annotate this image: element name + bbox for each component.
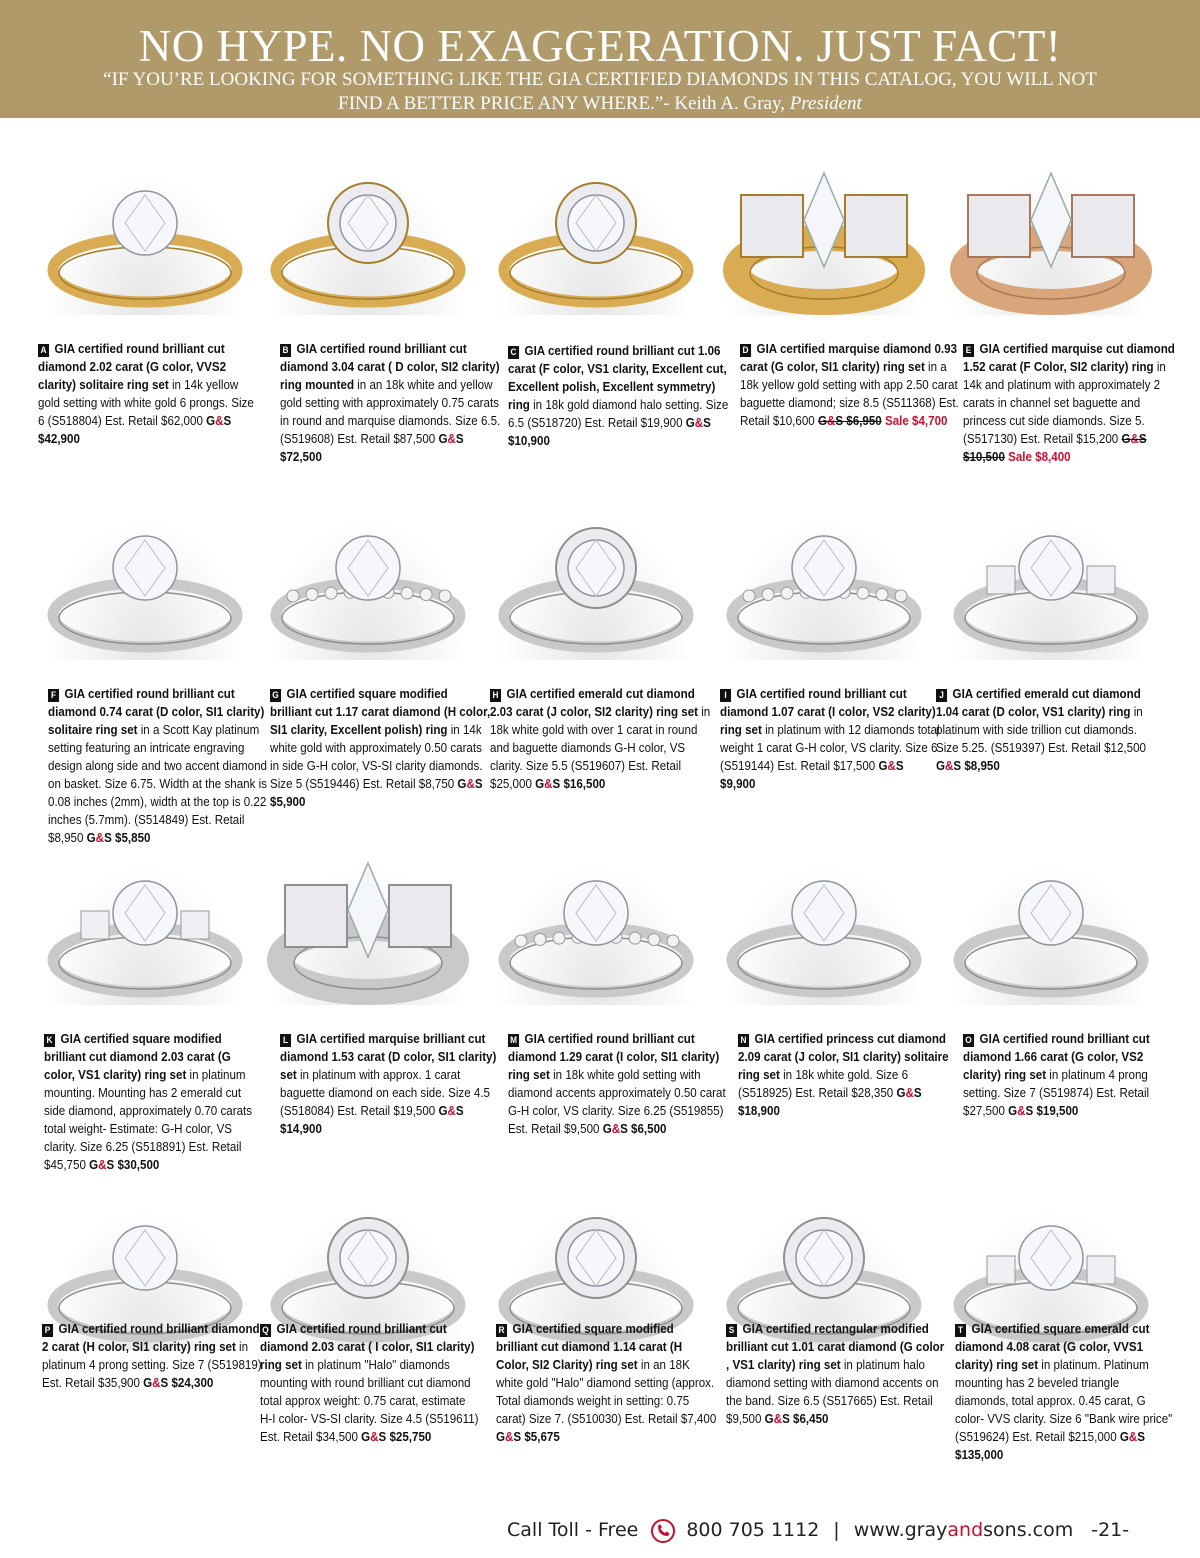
gs-price: $25,750: [386, 1430, 432, 1444]
gs-s: S: [455, 1104, 464, 1118]
ring-image: [263, 855, 473, 1005]
item-details: in platinum with side trillion cut diamonds. Size 5.25. (S519397) Est. Retail $12,500: [936, 705, 1146, 755]
accent-stone: [762, 588, 774, 600]
ring-image: [719, 510, 929, 660]
ring-illustration: [946, 165, 1156, 315]
gs-s: S: [835, 414, 844, 428]
ring-image: [263, 510, 473, 660]
item-details: in platinum 4 prong setting. Size 7 (S519874) Est. Retail $27,500: [963, 1068, 1150, 1118]
marquise-diamond: [1031, 173, 1071, 267]
gs-g: G: [685, 416, 695, 430]
ring-image: [946, 165, 1156, 315]
gs-price: $19,500: [1033, 1104, 1079, 1118]
ring-image: [491, 165, 701, 315]
gs-s: S: [552, 777, 561, 791]
gs-g: G: [602, 1122, 612, 1136]
item-title: GIA certified round brilliant cut diamond 1.29 carat (I color, SI1 clarity) ring set: [508, 1032, 720, 1082]
gs-amp: &: [694, 416, 704, 430]
accent-stone: [876, 588, 888, 600]
center-diamond: [1019, 881, 1083, 945]
item-details: in 14k white gold with approximately 0.50 carats in side G-H color, VS-SI clarity diamonds. Size 5 (S519446) Est. Retail $8,750: [270, 723, 483, 791]
item-title: GIA certified round brilliant cut diamond 1.66 carat (G color, VS2 clarity) ring set: [963, 1032, 1150, 1082]
gs-label: [1120, 1430, 1145, 1444]
gs-s: S: [513, 1430, 522, 1444]
item-letter-badge: S: [726, 1324, 737, 1337]
gs-price: $16,500: [560, 777, 606, 791]
gs-amp: &: [1017, 1104, 1026, 1118]
gs-s: S: [455, 432, 464, 446]
gs-s: S: [474, 777, 483, 791]
gs-amp: &: [466, 777, 475, 791]
gs-g: G: [764, 1412, 774, 1426]
baguette-panel: [845, 195, 907, 257]
gs-g: G: [1008, 1104, 1018, 1118]
gs-label: [89, 1158, 114, 1172]
gs-amp: &: [447, 432, 456, 446]
accent-stone: [515, 935, 527, 947]
quote-line-2: [30, 92, 1170, 116]
item-details: in an 18K white gold "Halo" diamond setting (approx. Total diamonds weight in setting: 0.75 carat) Size 7. (S510030) Est. Retail $7,400: [496, 1358, 717, 1426]
ring-illustration: [263, 510, 473, 660]
gs-g: G: [1121, 432, 1131, 446]
gs-g: G: [535, 777, 545, 791]
original-gs-price: $10,500: [963, 450, 1005, 464]
ring-image: [491, 510, 701, 660]
gs-price: $8,950: [961, 759, 1000, 773]
item-details: in 14k yellow gold setting with white gold 6 prongs. Size 6 (S518804) Est. Retail $62,000: [38, 378, 254, 428]
gs-label: [818, 414, 843, 428]
item-title: GIA certified round brilliant cut diamond 0.74 carat (D color, SI1 clarity) solitaire ring set: [48, 687, 265, 737]
gs-label: [496, 1430, 521, 1444]
item-letter-badge: L: [280, 1034, 291, 1047]
ring-illustration: [719, 510, 929, 660]
ring-illustration: [491, 165, 701, 315]
gs-price: $9,900: [720, 777, 756, 791]
ring-image: [40, 855, 250, 1005]
center-diamond: [336, 536, 400, 600]
gs-s: S: [223, 414, 232, 428]
item-description: [720, 685, 941, 793]
ring-illustration: [263, 165, 473, 315]
item-details: in 18k white gold with over 1 carat in round and baguette diamonds G-H color, VS clarity. Size 5.5 (S519607) Est. Retail $25,000: [490, 705, 711, 791]
gs-s: S: [703, 416, 711, 430]
center-diamond: [1019, 536, 1083, 600]
ring-image: [719, 165, 929, 315]
quote-line-1: “IF YOU’RE LOOKING FOR SOMETHING LIKE THE GIA CERTIFIED DIAMONDS IN THIS CATALOG, YOU WILL NOT: [103, 69, 1097, 90]
gs-amp: &: [544, 777, 553, 791]
gs-amp: &: [887, 759, 896, 773]
item-description: [963, 340, 1184, 466]
item-letter-badge: Q: [260, 1324, 271, 1337]
gs-label: [438, 432, 463, 446]
gs-g: G: [89, 1158, 99, 1172]
gs-price: $72,500: [280, 450, 322, 464]
item-description: [508, 342, 729, 450]
item-letter-badge: K: [44, 1034, 55, 1047]
ring-image: [491, 855, 701, 1005]
baguette-panel: [1072, 195, 1134, 257]
item-letter-badge: D: [740, 344, 751, 357]
gs-price: $18,900: [738, 1104, 780, 1118]
gs-g: G: [438, 432, 448, 446]
gs-label: [1121, 432, 1146, 446]
gs-g: G: [361, 1430, 371, 1444]
gs-label: [535, 777, 560, 791]
item-description: [42, 1320, 263, 1392]
accent-stone: [306, 588, 318, 600]
gs-g: G: [878, 759, 888, 773]
item-details: in platinum with 12 diamonds total weight 1 carat G-H color, VS clarity. Size 6 (S519144) Est. Retail $17,500: [720, 723, 940, 773]
gs-label: [878, 759, 903, 773]
item-title: GIA certified square emerald cut diamond 4.08 carat (G color, VVS1 clarity) ring set: [955, 1322, 1150, 1372]
baguette-panel: [968, 195, 1030, 257]
accent-stone: [439, 590, 451, 602]
gs-label: [1008, 1104, 1033, 1118]
phone-number[interactable]: 800 705 1112: [686, 1519, 820, 1541]
gs-g: G: [1119, 1430, 1129, 1444]
gs-s: S: [1025, 1104, 1034, 1118]
accent-stone: [401, 587, 413, 599]
item-title: GIA certified round brilliant cut 1.06 carat (F color, VS1 clarity, Excellent cut, Excellent polish, Excellent symmetry) ring: [508, 344, 727, 412]
accent-stone: [553, 932, 565, 944]
item-details: in 18k gold diamond halo setting. Size 6.5 (S518720) Est. Retail $19,900: [508, 398, 729, 430]
accent-stone: [325, 587, 337, 599]
gs-g: G: [457, 777, 467, 791]
item-description: [963, 1030, 1184, 1120]
gs-price: $5,675: [521, 1430, 560, 1444]
gs-label: [457, 777, 482, 791]
quote-line-2-text: FIND A BETTER PRICE ANY WHERE.”- Keith A. Gray,: [338, 93, 790, 114]
item-title: GIA certified emerald cut diamond 2.03 carat (J color, SI2 clarity) ring set: [490, 687, 699, 719]
item-description: [738, 1030, 959, 1120]
banner-quote: [30, 68, 1170, 116]
accent-stone: [895, 590, 907, 602]
center-diamond: [564, 881, 628, 945]
side-stone: [81, 911, 109, 939]
gs-g: G: [896, 1086, 906, 1100]
item-letter-badge: I: [720, 689, 731, 702]
ring-illustration: [491, 510, 701, 660]
gs-label: [686, 416, 711, 430]
item-title: GIA certified square modified brilliant cut diamond 1.14 carat (H Color, SI2 Clarity) ring set: [496, 1322, 683, 1372]
baguette-panel: [741, 195, 803, 257]
ring-illustration: [40, 165, 250, 315]
gs-s: S: [1138, 432, 1147, 446]
gs-amp: &: [773, 1412, 783, 1426]
item-letter-badge: P: [42, 1324, 53, 1337]
gs-s: S: [895, 759, 904, 773]
item-details: in a 18k yellow gold setting with app 2.50 carat baguette diamond; size 8.5 (S511368) Est. Retail $10,600: [740, 360, 959, 428]
center-diamond: [792, 536, 856, 600]
item-description: [936, 685, 1157, 775]
item-letter-badge: R: [496, 1324, 507, 1337]
header-banner: [0, 0, 1200, 118]
url-pre: www.gray: [853, 1519, 948, 1541]
gs-s: S: [913, 1086, 922, 1100]
baguette-panel: [389, 885, 451, 947]
item-letter-badge: E: [963, 344, 974, 357]
gs-label: [87, 831, 112, 845]
gs-s: S: [104, 831, 112, 845]
item-letter-badge: O: [963, 1034, 974, 1047]
gs-s: S: [106, 1158, 115, 1172]
ring-illustration: [263, 855, 473, 1005]
accent-stone: [781, 587, 793, 599]
accent-stone: [629, 932, 641, 944]
item-details: in platinum "Halo" diamonds mounting with round brilliant cut diamond total approx weight: 0.75 carat, estimate H-I color- VS-SI clarity. Size 4.5 (S519611) Est. Retail $34,500: [260, 1358, 479, 1444]
gs-label: [765, 1412, 790, 1426]
banner-title: NO HYPE. NO EXAGGERATION. JUST FACT!: [138, 21, 1062, 71]
page-number: -21-: [1091, 1519, 1130, 1541]
ring-image: [946, 855, 1156, 1005]
item-description: [38, 340, 259, 448]
item-letter-badge: H: [490, 689, 501, 702]
ring-image: [719, 855, 929, 1005]
item-letter-badge: G: [270, 689, 281, 702]
item-letter-badge: T: [955, 1324, 966, 1337]
ring-illustration: [946, 510, 1156, 660]
gs-amp: &: [447, 1104, 456, 1118]
gs-s: S: [620, 1122, 628, 1136]
item-details: in a Scott Kay platinum setting featuring an intricate engraving design along side and two accent diamond on basket. Size 6.75. Width at the shank is 0.08 inches (2mm), width at the top is 0.22 inches (5.7mm). (S514849) Est. Retail $8,950: [48, 723, 268, 845]
side-stone: [987, 566, 1015, 594]
accent-stone: [667, 935, 679, 947]
gs-price: $24,300: [168, 1376, 214, 1390]
gs-amp: &: [1130, 432, 1139, 446]
item-title: GIA certified marquise cut diamond 1.52 carat (F Color, SI2 clarity) ring: [963, 342, 1175, 374]
gs-label: [438, 1104, 463, 1118]
gs-amp: &: [611, 1122, 621, 1136]
item-title: GIA certified square modified brilliant cut diamond 2.03 carat (G color, VS1 clarity) ring set: [44, 1032, 231, 1082]
gs-amp: &: [98, 1158, 107, 1172]
gs-s: S: [160, 1376, 169, 1390]
side-stone: [181, 911, 209, 939]
gs-g: G: [936, 759, 946, 773]
ring-image: [263, 165, 473, 315]
item-description: [740, 340, 961, 430]
item-title: GIA certified marquise diamond 0.93 carat (G color, SI1 clarity) ring set: [740, 342, 958, 374]
item-description: [955, 1320, 1176, 1464]
gs-amp: &: [945, 759, 954, 773]
ring-illustration: [946, 855, 1156, 1005]
gs-label: [361, 1430, 386, 1444]
gs-s: S: [782, 1412, 790, 1426]
website-link[interactable]: [854, 1519, 1074, 1541]
item-details: in 18k white gold. Size 6 (S518925) Est. Retail $28,350: [738, 1068, 909, 1100]
phone-icon: [650, 1518, 676, 1544]
ring-illustration: [40, 855, 250, 1005]
gs-amp: &: [826, 414, 836, 428]
center-diamond: [113, 1226, 177, 1290]
gs-label: [206, 414, 231, 428]
gs-price: $5,850: [111, 831, 151, 845]
side-stone: [1087, 1256, 1115, 1284]
item-title: GIA certified round brilliant cut diamond 2.03 carat ( I color, SI1 clarity) ring set: [260, 1322, 475, 1372]
item-details: in an 18k white and yellow gold setting with approximately 0.75 carats in round and marquise diamonds. Size 6.5. (S519608) Est. Retail $87,500: [280, 378, 501, 446]
center-diamond: [1019, 1226, 1083, 1290]
accent-stone: [287, 590, 299, 602]
marquise-diamond: [804, 173, 844, 267]
footer: [507, 1515, 1197, 1545]
item-details: in 14k and platinum with approximately 2 carats in channel set baguette and princess cut side diamonds. Size 5. (S517130) Est. Retail $15,200: [963, 360, 1166, 446]
sale-price: Sale $8,400: [1004, 450, 1071, 464]
gs-price: $10,900: [508, 434, 550, 448]
gs-amp: &: [1128, 1430, 1138, 1444]
gs-price: $6,500: [627, 1122, 667, 1136]
ring-image: [40, 510, 250, 660]
item-title: GIA certified emerald cut diamond 1.04 carat (D color, VS1 clarity) ring: [936, 687, 1141, 719]
accent-stone: [743, 590, 755, 602]
gs-label: [143, 1376, 168, 1390]
item-description: [508, 1030, 729, 1138]
item-description: [48, 685, 269, 847]
quote-president: President: [789, 93, 862, 114]
gs-g: G: [817, 414, 827, 428]
gs-price: $6,450: [789, 1412, 829, 1426]
side-stone: [1087, 566, 1115, 594]
item-title: GIA certified round brilliant cut diamond 1.07 carat (I color, VS2 clarity) ring set: [720, 687, 936, 737]
accent-stone: [420, 588, 432, 600]
item-letter-badge: N: [738, 1034, 749, 1047]
item-title: GIA certified round brilliant cut diamond 2.02 carat (G color, VVS2 clarity) solitaire ring set: [38, 342, 227, 392]
ring-illustration: [719, 165, 929, 315]
item-title: GIA certified round brilliant diamond 2 carat (H color, SI1 clarity) ring set: [42, 1322, 260, 1354]
footer-separator: |: [833, 1519, 840, 1541]
gs-amp: &: [95, 831, 105, 845]
ring-illustration: [719, 855, 929, 1005]
gs-price: $14,900: [280, 1122, 322, 1136]
gs-s: S: [953, 759, 962, 773]
item-details: in platinum mounting. Mounting has 2 emerald cut side diamond, approximately 0.70 carats total weight- Estimate: G-H color, VS clarity. Size 6.25 (S518891) Est. Retail $45,750: [44, 1068, 253, 1172]
center-diamond: [792, 881, 856, 945]
original-gs-price: $6,950: [843, 414, 882, 428]
item-description: [280, 340, 501, 466]
item-description: [726, 1320, 947, 1428]
gs-s: S: [1137, 1430, 1146, 1444]
gs-label: [896, 1086, 921, 1100]
gs-label: [936, 759, 961, 773]
item-title: GIA certified round brilliant cut diamond 3.04 carat ( D color, SI2 clarity) ring mounted: [280, 342, 500, 392]
gs-label: [603, 1122, 628, 1136]
gs-amp: &: [905, 1086, 914, 1100]
ring-illustration: [491, 855, 701, 1005]
item-details: in platinum 4 prong setting. Size 7 (S519819) Est. Retail $35,900: [42, 1340, 262, 1390]
item-title: GIA certified rectangular modified brilliant cut 1.01 carat diamond (G color , VS1 clarity) ring set: [726, 1322, 945, 1372]
item-letter-badge: J: [936, 689, 947, 702]
ring-illustration: [40, 510, 250, 660]
item-description: [44, 1030, 265, 1174]
item-description: [260, 1320, 481, 1446]
item-details: in 18k white gold setting with diamond accents approximately 0.50 carat G-H color, VS clarity. Size 6.25 (S519855) Est. Retail $9,500: [508, 1068, 726, 1136]
center-diamond: [113, 191, 177, 255]
item-letter-badge: B: [280, 344, 291, 357]
marquise-diamond: [348, 863, 388, 957]
gs-price: $42,900: [38, 432, 80, 446]
call-toll-free-label: Call Toll - Free: [507, 1519, 639, 1541]
item-description: [270, 685, 491, 811]
sale-price: Sale $4,700: [881, 414, 948, 428]
item-title: GIA certified square modified brilliant cut 1.17 carat diamond (H color, SI1 clarity, Excellent polish) ring: [270, 687, 491, 737]
center-diamond: [113, 881, 177, 945]
gs-amp: &: [505, 1430, 514, 1444]
gs-price: $5,900: [270, 795, 306, 809]
gs-price: $30,500: [114, 1158, 160, 1172]
gs-amp: &: [152, 1376, 161, 1390]
gs-g: G: [438, 1104, 448, 1118]
item-description: [280, 1030, 501, 1138]
gs-g: G: [496, 1430, 506, 1444]
center-diamond: [113, 536, 177, 600]
gs-amp: &: [215, 414, 224, 428]
item-letter-badge: C: [508, 346, 519, 359]
gs-g: G: [206, 414, 216, 428]
ring-image: [946, 510, 1156, 660]
url-and: and: [947, 1519, 984, 1541]
item-letter-badge: A: [38, 344, 49, 357]
item-letter-badge: F: [48, 689, 59, 702]
accent-stone: [857, 587, 869, 599]
ring-image: [40, 165, 250, 315]
item-title: GIA certified princess cut diamond 2.09 carat (J color, SI1 clarity) solitaire ring set: [738, 1032, 949, 1082]
item-description: [490, 685, 711, 793]
url-post: sons.com: [983, 1519, 1074, 1541]
baguette-panel: [285, 885, 347, 947]
gs-s: S: [378, 1430, 387, 1444]
side-stone: [987, 1256, 1015, 1284]
gs-g: G: [86, 831, 96, 845]
item-letter-badge: M: [508, 1034, 519, 1047]
item-details: in platinum. Platinum mounting has 2 beveled triangle diamonds, total approx. 0.45 carat, G color- VVS clarity. Size 6 "Bank wire price" (S519624) Est. Retail $215,000: [955, 1358, 1173, 1444]
accent-stone: [534, 933, 546, 945]
gs-price: $135,000: [955, 1448, 1004, 1462]
item-title: GIA certified marquise brilliant cut diamond 1.53 carat (D color, SI1 clarity) set: [280, 1032, 497, 1082]
gs-g: G: [143, 1376, 153, 1390]
accent-stone: [648, 933, 660, 945]
item-description: [496, 1320, 717, 1446]
item-details: in platinum with approx. 1 carat baguette diamond on each side. Size 4.5 (S518084) Est. Retail $19,500: [280, 1068, 490, 1118]
item-details: in platinum halo diamond setting with diamond accents on the band. Size 6.5 (S517665) Est. Retail $9,500: [726, 1358, 939, 1426]
gs-amp: &: [370, 1430, 379, 1444]
